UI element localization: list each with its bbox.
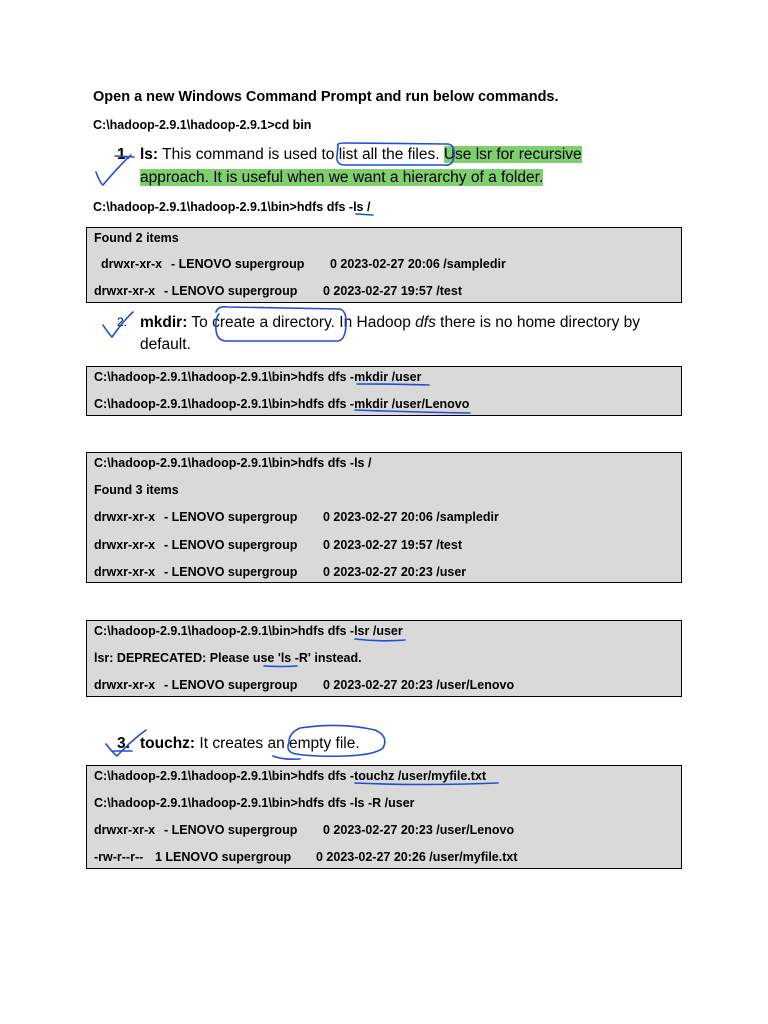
underline-annotation-icon [356, 214, 373, 215]
size-date-path: 0 2023-02-27 20:26 /user/myfile.txt [316, 850, 518, 864]
perm: drwxr-xr-x [94, 510, 156, 524]
table-row [87, 510, 667, 526]
output-box-ls [86, 227, 682, 303]
item3-number: 3. [117, 735, 130, 752]
perm: drwxr-xr-x [94, 538, 156, 552]
item2-text-b: there is no home directory by [435, 314, 641, 331]
item2-term: mkdir: [140, 314, 188, 331]
item2-line2: default. [140, 336, 191, 353]
table-row [87, 284, 667, 300]
output-box-ls-root [86, 452, 682, 583]
owner-group: - LENOVO supergroup [164, 510, 298, 524]
size-date-path: 0 2023-02-27 20:23 /user/Lenovo [323, 823, 515, 837]
size-date-path: 0 2023-02-27 19:57 /test [323, 538, 462, 552]
table-row [87, 538, 667, 554]
mkdir-command: C:\hadoop-2.9.1\hadoop-2.9.1\bin>hdfs dfs -mkdir /user/Lenovo [94, 397, 470, 411]
output-box-mkdir [86, 366, 682, 416]
owner-group: - LENOVO supergroup [171, 257, 305, 271]
perm: drwxr-xr-x [94, 284, 156, 298]
found-items: Found 2 items [94, 231, 179, 245]
mkdir-command: C:\hadoop-2.9.1\hadoop-2.9.1\bin>hdfs dfs -mkdir /user [94, 370, 422, 384]
item1-number: 1. [117, 146, 130, 163]
item3-term: touchz: [140, 735, 196, 752]
perm: -rw-r--r-- [94, 850, 144, 864]
perm: drwxr-xr-x [94, 678, 156, 692]
item1-term: ls: [140, 146, 159, 163]
item1-line1 [140, 146, 582, 164]
perm: drwxr-xr-x [101, 257, 163, 271]
owner-group: - LENOVO supergroup [164, 678, 298, 692]
ls-r-command: C:\hadoop-2.9.1\hadoop-2.9.1\bin>hdfs dfs -ls -R /user [94, 796, 415, 810]
item3-line [140, 735, 360, 753]
owner-group: - LENOVO supergroup [164, 565, 298, 579]
table-row [87, 850, 667, 866]
table-row [87, 823, 667, 839]
item1-highlight-line1: Use lsr for recursive [443, 146, 582, 163]
item2-text-em: dfs [415, 314, 436, 331]
item3-text: It creates an empty file. [199, 735, 360, 752]
size-date-path: 0 2023-02-27 20:23 /user/Lenovo [323, 678, 515, 692]
item1-line2 [140, 169, 543, 187]
owner-group: - LENOVO supergroup [164, 538, 298, 552]
perm: drwxr-xr-x [94, 823, 156, 837]
table-row [94, 257, 674, 273]
size-date-path: 0 2023-02-27 19:57 /test [323, 284, 462, 298]
deprecation-warning: lsr: DEPRECATED: Please use 'ls -R' instead. [94, 651, 362, 665]
item2-text-a: To create a directory. In Hadoop [191, 314, 416, 331]
owner-group: 1 LENOVO supergroup [155, 850, 292, 864]
output-box-lsr [86, 620, 682, 697]
size-date-path: 0 2023-02-27 20:23 /user [323, 565, 467, 579]
ls-command: C:\hadoop-2.9.1\hadoop-2.9.1\bin>hdfs dfs -ls / [94, 456, 372, 470]
size-date-path: 0 2023-02-27 20:06 /sampledir [323, 510, 499, 524]
owner-group: - LENOVO supergroup [164, 823, 298, 837]
lsr-command: C:\hadoop-2.9.1\hadoop-2.9.1\bin>hdfs dfs -lsr /user [94, 624, 403, 638]
underline-annotation-icon [273, 756, 300, 759]
touchz-command: C:\hadoop-2.9.1\hadoop-2.9.1\bin>hdfs dfs -touchz /user/myfile.txt [94, 769, 487, 783]
cd-command: C:\hadoop-2.9.1\hadoop-2.9.1>cd bin [93, 118, 312, 132]
size-date-path: 0 2023-02-27 20:06 /sampledir [330, 257, 506, 271]
output-box-touchz [86, 765, 682, 869]
perm: drwxr-xr-x [94, 565, 156, 579]
table-row [87, 565, 667, 581]
found-items: Found 3 items [94, 483, 179, 497]
ls-command: C:\hadoop-2.9.1\hadoop-2.9.1\bin>hdfs dfs -ls / [93, 200, 371, 214]
item2-number: 2. [117, 315, 128, 329]
owner-group: - LENOVO supergroup [164, 284, 298, 298]
item1-text-a: This command is used to list all the files. [162, 146, 440, 163]
item1-highlight-line2: approach. It is useful when we want a hierarchy of a folder. [140, 169, 544, 186]
table-row [87, 678, 667, 694]
item2-line1 [140, 314, 640, 332]
page-heading: Open a new Windows Command Prompt and run below commands. [93, 89, 559, 105]
